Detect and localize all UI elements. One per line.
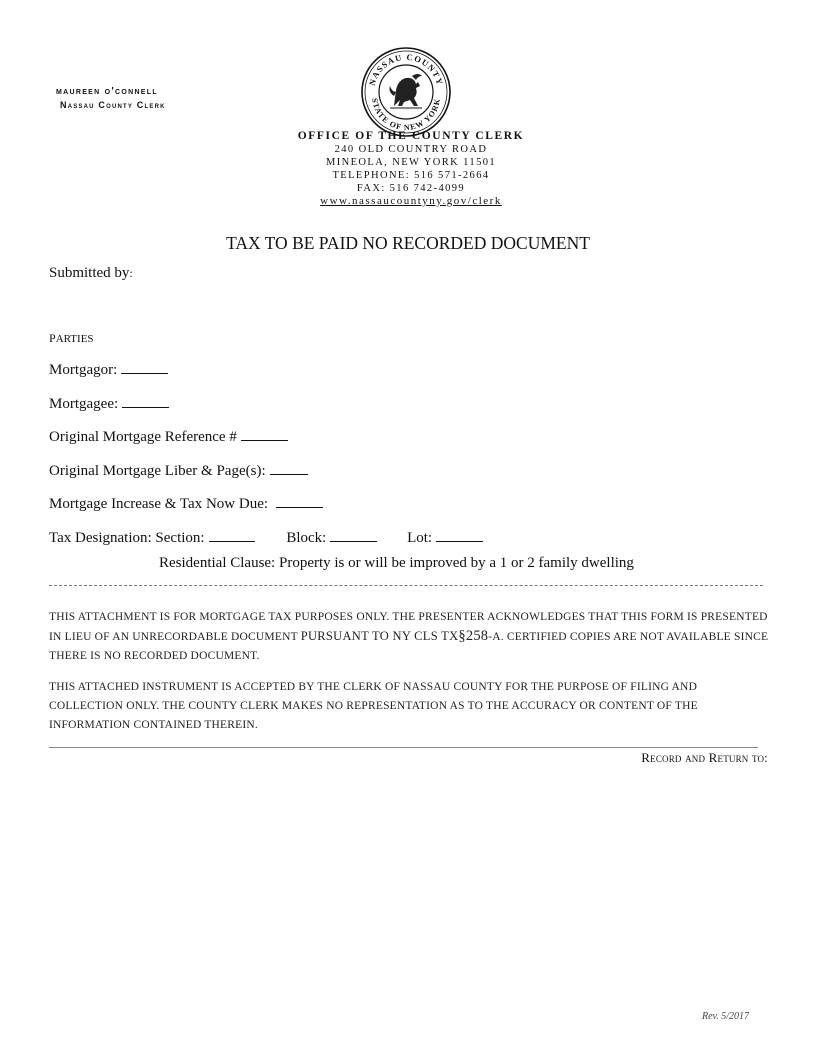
lot-field[interactable] (436, 529, 483, 542)
mortgagee-label: Mortgagee: (49, 396, 119, 412)
residential-clause: Residential Clause: Property is or will be improved by a 1 or 2 family dwelling (159, 555, 634, 571)
mortgagee-row (49, 395, 169, 413)
statute-reference: PURSUANT TO NY CLS TX (300, 629, 459, 643)
liber-page-row (49, 462, 308, 480)
divider (49, 585, 763, 586)
telephone: TELEPHONE: 516 571-2664 (332, 170, 490, 181)
fax: FAX: 516 742-4099 (356, 183, 466, 194)
reference-field[interactable] (241, 428, 288, 441)
clerk-title: Nassau County Clerk (60, 100, 166, 110)
section-field[interactable] (209, 529, 255, 542)
website-link[interactable]: www.nassaucountyny.gov/clerk (320, 195, 502, 207)
block-label: Block: (286, 530, 327, 546)
divider (49, 747, 758, 748)
tax-designation-row (49, 529, 483, 547)
submitted-by-text: Submitted by (49, 265, 130, 281)
seal-bottom-text: STATE OF NEW YORK (370, 97, 443, 133)
liber-page-field[interactable] (270, 462, 308, 475)
parties-heading: parties (49, 327, 94, 346)
liber-page-label: Original Mortgage Liber & Page(s): (49, 463, 266, 479)
section-label: Tax Designation: Section: (49, 530, 205, 546)
mortgagor-row (49, 361, 168, 379)
clerk-name: maureen o'connell (56, 86, 158, 97)
increase-tax-field[interactable] (276, 495, 323, 508)
submitted-by-colon: : (129, 266, 133, 280)
lot-label: Lot: (407, 530, 433, 546)
notice-filing-only: THIS ATTACHED INSTRUMENT IS ACCEPTED BY THE CLERK OF NASSAU COUNTY FOR THE PURPOSE OF FILING AND COLLECTION ONLY. THE COUNTY CLERK MAKES NO REPRESENTATION AS TO THE ACCURACY OR CONTENT OF THE INFORMATION CONTAINED THEREIN. (49, 681, 698, 731)
notice-1-text: THIS ATTACHMENT IS FOR MORTGAGE TAX PURPOSES ONLY. THE PRESENTER ACKNOWLEDGES THAT THIS FORM IS PRESENTED IN LIEU OF AN UNRECORDABLE DOCUMENT (49, 611, 768, 643)
block-field[interactable] (330, 529, 377, 542)
address-line-1: 240 OLD COUNTRY ROAD (334, 144, 488, 155)
seal-top-text: NASSAU COUNTY (366, 51, 446, 87)
mortgagor-label: Mortgagor: (49, 362, 118, 378)
mortgagor-field[interactable] (121, 361, 168, 374)
notice-mortgage-tax (49, 608, 771, 666)
office-name: OFFICE OF THE COUNTY CLERK (297, 130, 525, 142)
document-title: TAX TO BE PAID NO RECORDED DOCUMENT (226, 233, 590, 253)
county-seal-icon (360, 46, 452, 138)
mortgagee-field[interactable] (122, 395, 169, 408)
reference-label: Original Mortgage Reference # (49, 429, 237, 445)
record-and-return-label: Record and Return to: (641, 750, 768, 765)
reference-row (49, 428, 288, 446)
increase-tax-label: Mortgage Increase & Tax Now Due: (49, 496, 269, 512)
notice-1-tail: -A. CERTIFIED COPIES ARE NOT AVAILABLE SINCE THERE IS NO RECORDED DOCUMENT. (49, 631, 769, 662)
submitted-by-label (49, 265, 133, 282)
increase-tax-row (49, 495, 323, 513)
office-address-block (258, 130, 564, 208)
revision-date: Rev. 5/2017 (701, 1011, 749, 1022)
statute-section: §258 (458, 628, 489, 644)
address-line-2: MINEOLA, NEW YORK 11501 (325, 157, 497, 168)
